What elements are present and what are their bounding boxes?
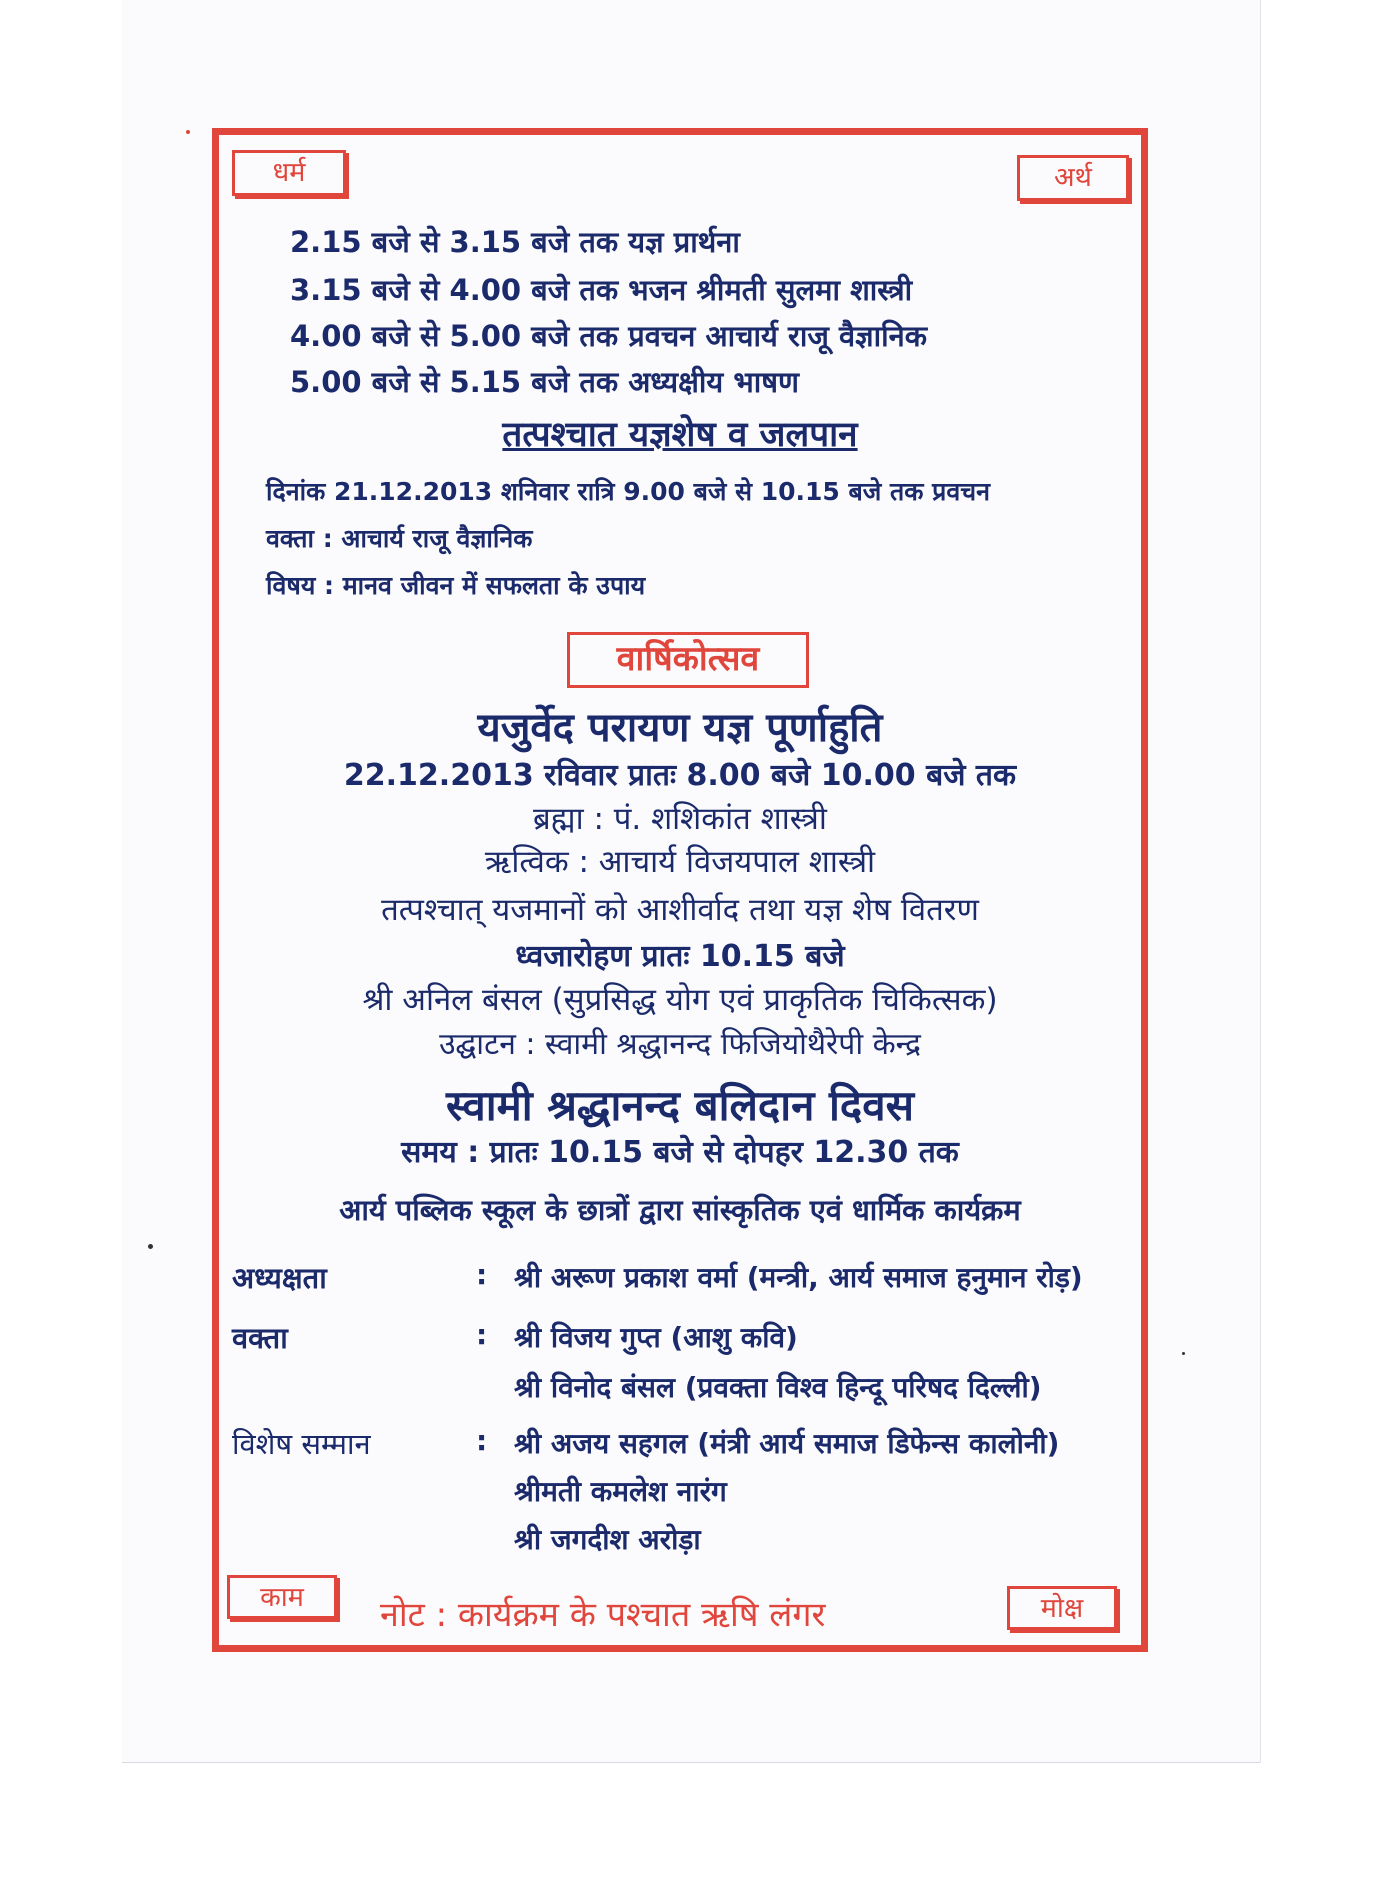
evening-topic-line: विषय : मानव जीवन में सफलता के उपाय	[266, 571, 646, 600]
inauguration-line: उद्घाटन : स्वामी श्रद्धानन्द फिजियोथैरेपी केन्द्र	[439, 1027, 921, 1062]
program-line: आर्य पब्लिक स्कूल के छात्रों द्वारा सांस्कृतिक एवं धार्मिक कार्यक्रम	[339, 1193, 1021, 1227]
corner-label-dharma: धर्म	[232, 150, 346, 196]
corner-label-kaam: काम	[227, 1575, 337, 1619]
schedule-line: 2.15 बजे से 3.15 बजे तक यज्ञ प्रार्थना	[290, 225, 740, 259]
note-line: नोट : कार्यक्रम के पश्चात ऋषि लंगर	[380, 1595, 826, 1635]
scan-speck	[1182, 1352, 1185, 1355]
schedule-line: 5.00 बजे से 5.15 बजे तक अध्यक्षीय भाषण	[290, 365, 799, 399]
role-value-special-honour: श्री जगदीश अरोड़ा	[514, 1523, 701, 1556]
schedule-line: 3.15 बजे से 4.00 बजे तक भजन श्रीमती सुलमा शास्त्री	[290, 273, 913, 307]
annual-festival-badge: वार्षिकोत्सव	[567, 632, 809, 688]
evening-speaker-line: वक्ता : आचार्य राजू वैज्ञानिक	[266, 524, 533, 553]
evening-date-line: दिनांक 21.12.2013 शनिवार रात्रि 9.00 बजे से 10.15 बजे तक प्रवचन	[266, 477, 991, 506]
role-value-speaker: श्री विजय गुप्त (आशु कवि)	[514, 1321, 798, 1354]
role-value-president: श्री अरूण प्रकाश वर्मा (मन्त्री, आर्य समाज हनुमान रोड़)	[514, 1261, 1083, 1294]
yajna-date-line: 22.12.2013 रविवार प्रातः 8.00 बजे 10.00 बजे तक	[343, 758, 1017, 793]
role-separator: :	[476, 1424, 488, 1457]
role-value-special-honour: श्रीमती कमलेश नारंग	[514, 1475, 727, 1508]
role-value-special-honour: श्री अजय सहगल (मंत्री आर्य समाज डिफेन्स कालोनी)	[514, 1427, 1060, 1460]
flag-hoisting-line: ध्वजारोहण प्रातः 10.15 बजे	[515, 939, 845, 974]
scan-speck	[186, 130, 190, 134]
yajna-ritvik: ऋत्विक : आचार्य विजयपाल शास्त्री	[484, 844, 876, 880]
role-label-president: अध्यक्षता	[232, 1261, 327, 1295]
refreshment-heading: तत्पश्चात यज्ञशेष व जलपान	[502, 415, 858, 455]
role-label-special-honour: विशेष सम्मान	[232, 1427, 371, 1461]
yajna-title: यजुर्वेद परायण यज्ञ पूर्णाहुति	[477, 705, 883, 751]
schedule-line: 4.00 बजे से 5.00 बजे तक प्रवचन आचार्य राजू वैज्ञानिक	[290, 319, 928, 353]
balidan-time-line: समय : प्रातः 10.15 बजे से दोपहर 12.30 तक	[401, 1135, 959, 1170]
role-separator: :	[476, 1258, 488, 1291]
yajna-brahma: ब्रह्मा : पं. शशिकांत शास्त्री	[533, 801, 827, 837]
corner-label-moksha: मोक्ष	[1007, 1586, 1117, 1630]
balidan-title: स्वामी श्रद्धानन्द बलिदान दिवस	[446, 1081, 914, 1130]
scan-speck	[148, 1244, 153, 1249]
yajna-blessing: तत्पश्चात् यजमानों को आशीर्वाद तथा यज्ञ शेष वितरण	[381, 892, 979, 928]
role-value-speaker: श्री विनोद बंसल (प्रवक्ता विश्व हिन्दू परिषद दिल्ली)	[514, 1371, 1042, 1404]
guest-line: श्री अनिल बंसल (सुप्रसिद्ध योग एवं प्राकृतिक चिकित्सक)	[362, 982, 998, 1018]
role-separator: :	[476, 1318, 488, 1351]
corner-label-artha: अर्थ	[1017, 155, 1129, 201]
role-label-speaker: वक्ता	[232, 1321, 288, 1355]
